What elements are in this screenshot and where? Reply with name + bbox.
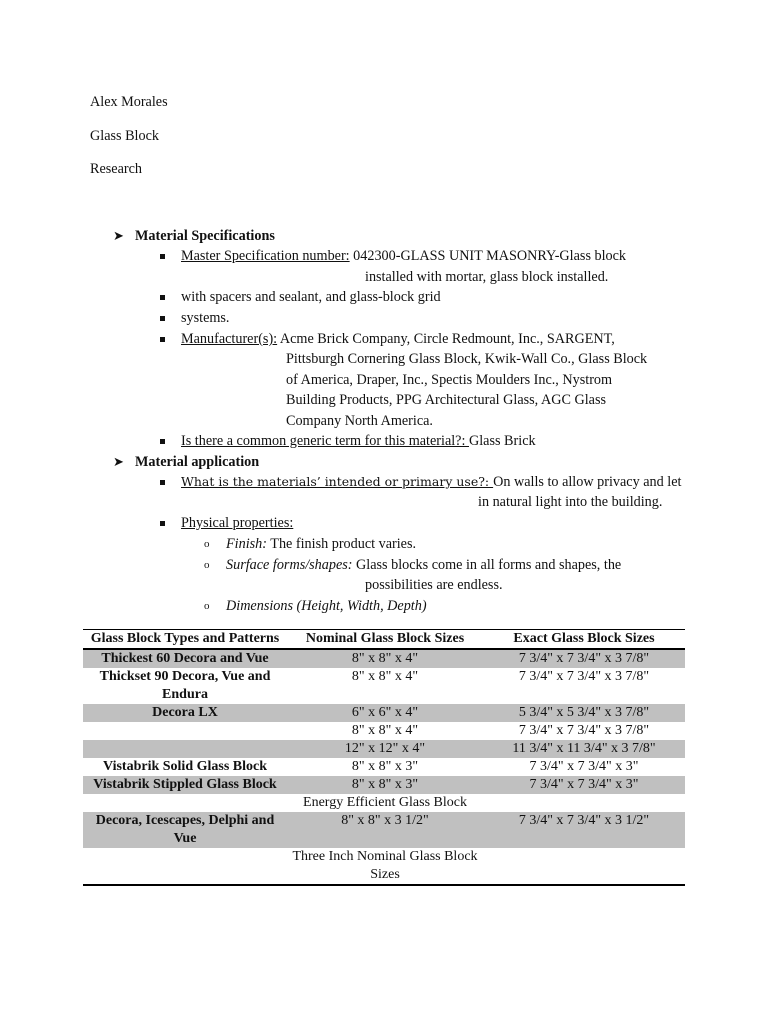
- bullet-spacers: with spacers and sealant, and glass-block grid: [181, 289, 441, 305]
- circle-bullet-icon: o: [204, 600, 210, 612]
- square-bullet-icon: [160, 521, 165, 526]
- master-spec-line: [181, 246, 626, 266]
- manufacturers-cont-2: of America, Draper, Inc., Spectis Moulders Inc., Nystrom: [286, 372, 613, 388]
- bullet-systems: systems.: [181, 310, 230, 326]
- nominal-cell: 8" x 8" x 3 1/2": [287, 812, 483, 848]
- section-heading-application: Material application: [135, 454, 260, 470]
- dimensions-label: Dimensions (Height, Width, Depth): [226, 598, 427, 614]
- exact-cell: 7 3/4" x 7 3/4" x 3 7/8": [483, 649, 685, 668]
- arrow-bullet-icon: ➤: [113, 454, 124, 469]
- type-cell: Thickest 60 Decora and Vue: [83, 649, 287, 668]
- table-row: [83, 740, 685, 758]
- exact-cell: 7 3/4" x 7 3/4" x 3 7/8": [518, 723, 650, 738]
- table-row: [83, 649, 685, 668]
- author-name: Alex Morales: [90, 94, 168, 110]
- research-line: Research: [90, 161, 142, 177]
- table-row: [83, 776, 685, 794]
- square-bullet-icon: [160, 439, 165, 444]
- master-spec-label: Master Specification number:: [181, 248, 350, 264]
- square-bullet-icon: [160, 295, 165, 300]
- column-header: Glass Block Types and Patterns: [90, 631, 280, 646]
- column-header: Exact Glass Block Sizes: [513, 631, 655, 646]
- section-heading-specifications: Material Specifications: [135, 228, 275, 244]
- nominal-cell: 8" x 8" x 4": [287, 649, 483, 668]
- type-cell: [83, 794, 287, 812]
- manufacturers-label: Manufacturer(s):: [181, 331, 278, 347]
- manufacturers-line: [181, 329, 615, 349]
- surface-line: [226, 555, 621, 575]
- finish-value: The finish product varies.: [266, 536, 417, 552]
- master-spec-value: 042300-GLASS UNIT MASONRY-Glass block: [349, 248, 627, 264]
- primary-use-cont: in natural light into the building.: [478, 494, 663, 510]
- physical-properties-label: Physical properties:: [181, 515, 294, 531]
- type-cell: Decora LX: [83, 704, 287, 722]
- master-spec-value-cont: installed with mortar, glass block installed.: [365, 269, 609, 285]
- glass-block-size-table: [83, 629, 685, 886]
- exact-cell: 7 3/4" x 7 3/4" x 3": [529, 759, 639, 774]
- square-bullet-icon: [160, 316, 165, 321]
- type-cell: Decora, Icescapes, Delphi and Vue: [83, 812, 287, 848]
- table-row: [83, 812, 685, 848]
- type-cell: Vistabrik Solid Glass Block: [102, 759, 268, 774]
- manufacturers-value: Acme Brick Company, Circle Redmount, Inc., SARGENT,: [277, 331, 615, 347]
- exact-cell: [483, 848, 685, 885]
- exact-cell: 7 3/4" x 7 3/4" x 3 7/8": [518, 669, 650, 684]
- table-row: [83, 668, 685, 704]
- square-bullet-icon: [160, 254, 165, 259]
- exact-cell: 7 3/4" x 7 3/4" x 3": [483, 776, 685, 794]
- exact-cell: [483, 794, 685, 812]
- exact-cell: 11 3/4" x 11 3/4" x 3 7/8": [483, 740, 685, 758]
- nominal-cell: 8" x 8" x 4": [351, 669, 419, 684]
- circle-bullet-icon: o: [204, 559, 210, 571]
- table-row: [83, 704, 685, 722]
- table-row: [83, 722, 685, 740]
- generic-term-line: [181, 431, 536, 451]
- nominal-cell: 8" x 8" x 4": [351, 723, 419, 738]
- manufacturers-cont-4: Company North America.: [286, 413, 433, 429]
- square-bullet-icon: [160, 337, 165, 342]
- table-row: [83, 794, 685, 812]
- nominal-cell: 6" x 6" x 4": [287, 704, 483, 722]
- circle-bullet-icon: o: [204, 538, 210, 550]
- primary-use-line: [181, 472, 681, 492]
- type-cell: Thickset 90 Decora, Vue and Endura: [99, 669, 271, 702]
- nominal-cell: Three Inch Nominal Glass Block Sizes: [292, 849, 478, 882]
- table-header-row: [83, 630, 685, 650]
- type-cell: [83, 848, 287, 885]
- manufacturers-cont-1: Pittsburgh Cornering Glass Block, Kwik-Wall Co., Glass Block: [286, 351, 648, 367]
- table-row: [83, 848, 685, 885]
- exact-cell: 5 3/4" x 5 3/4" x 3 7/8": [483, 704, 685, 722]
- nominal-cell: Energy Efficient Glass Block: [303, 795, 467, 810]
- finish-line: [226, 534, 416, 554]
- type-cell: [83, 722, 287, 740]
- exact-cell: 7 3/4" x 7 3/4" x 3 1/2": [483, 812, 685, 848]
- surface-value: Glass blocks come in all forms and shapes, the: [352, 557, 622, 573]
- surface-value-cont: possibilities are endless.: [365, 577, 503, 593]
- type-cell: Vistabrik Stippled Glass Block: [83, 776, 287, 794]
- table-row: [83, 758, 685, 776]
- type-cell: [83, 740, 287, 758]
- primary-use-value: On walls to allow privacy and let: [493, 474, 682, 490]
- subject-line: Glass Block: [90, 128, 159, 144]
- primary-use-label: What is the materials’ intended or primary use?:: [181, 474, 494, 489]
- generic-term-label: Is there a common generic term for this material?:: [181, 433, 469, 449]
- finish-label: Finish:: [226, 536, 267, 552]
- nominal-cell: 8" x 8" x 3": [351, 759, 419, 774]
- manufacturers-cont-3: Building Products, PPG Architectural Glass, AGC Glass: [286, 392, 607, 408]
- surface-label: Surface forms/shapes:: [226, 557, 353, 573]
- generic-term-value: Glass Brick: [468, 433, 536, 449]
- nominal-cell: 12" x 12" x 4": [287, 740, 483, 758]
- arrow-bullet-icon: ➤: [113, 228, 124, 243]
- column-header: Nominal Glass Block Sizes: [305, 631, 465, 646]
- square-bullet-icon: [160, 480, 165, 485]
- nominal-cell: 8" x 8" x 3": [287, 776, 483, 794]
